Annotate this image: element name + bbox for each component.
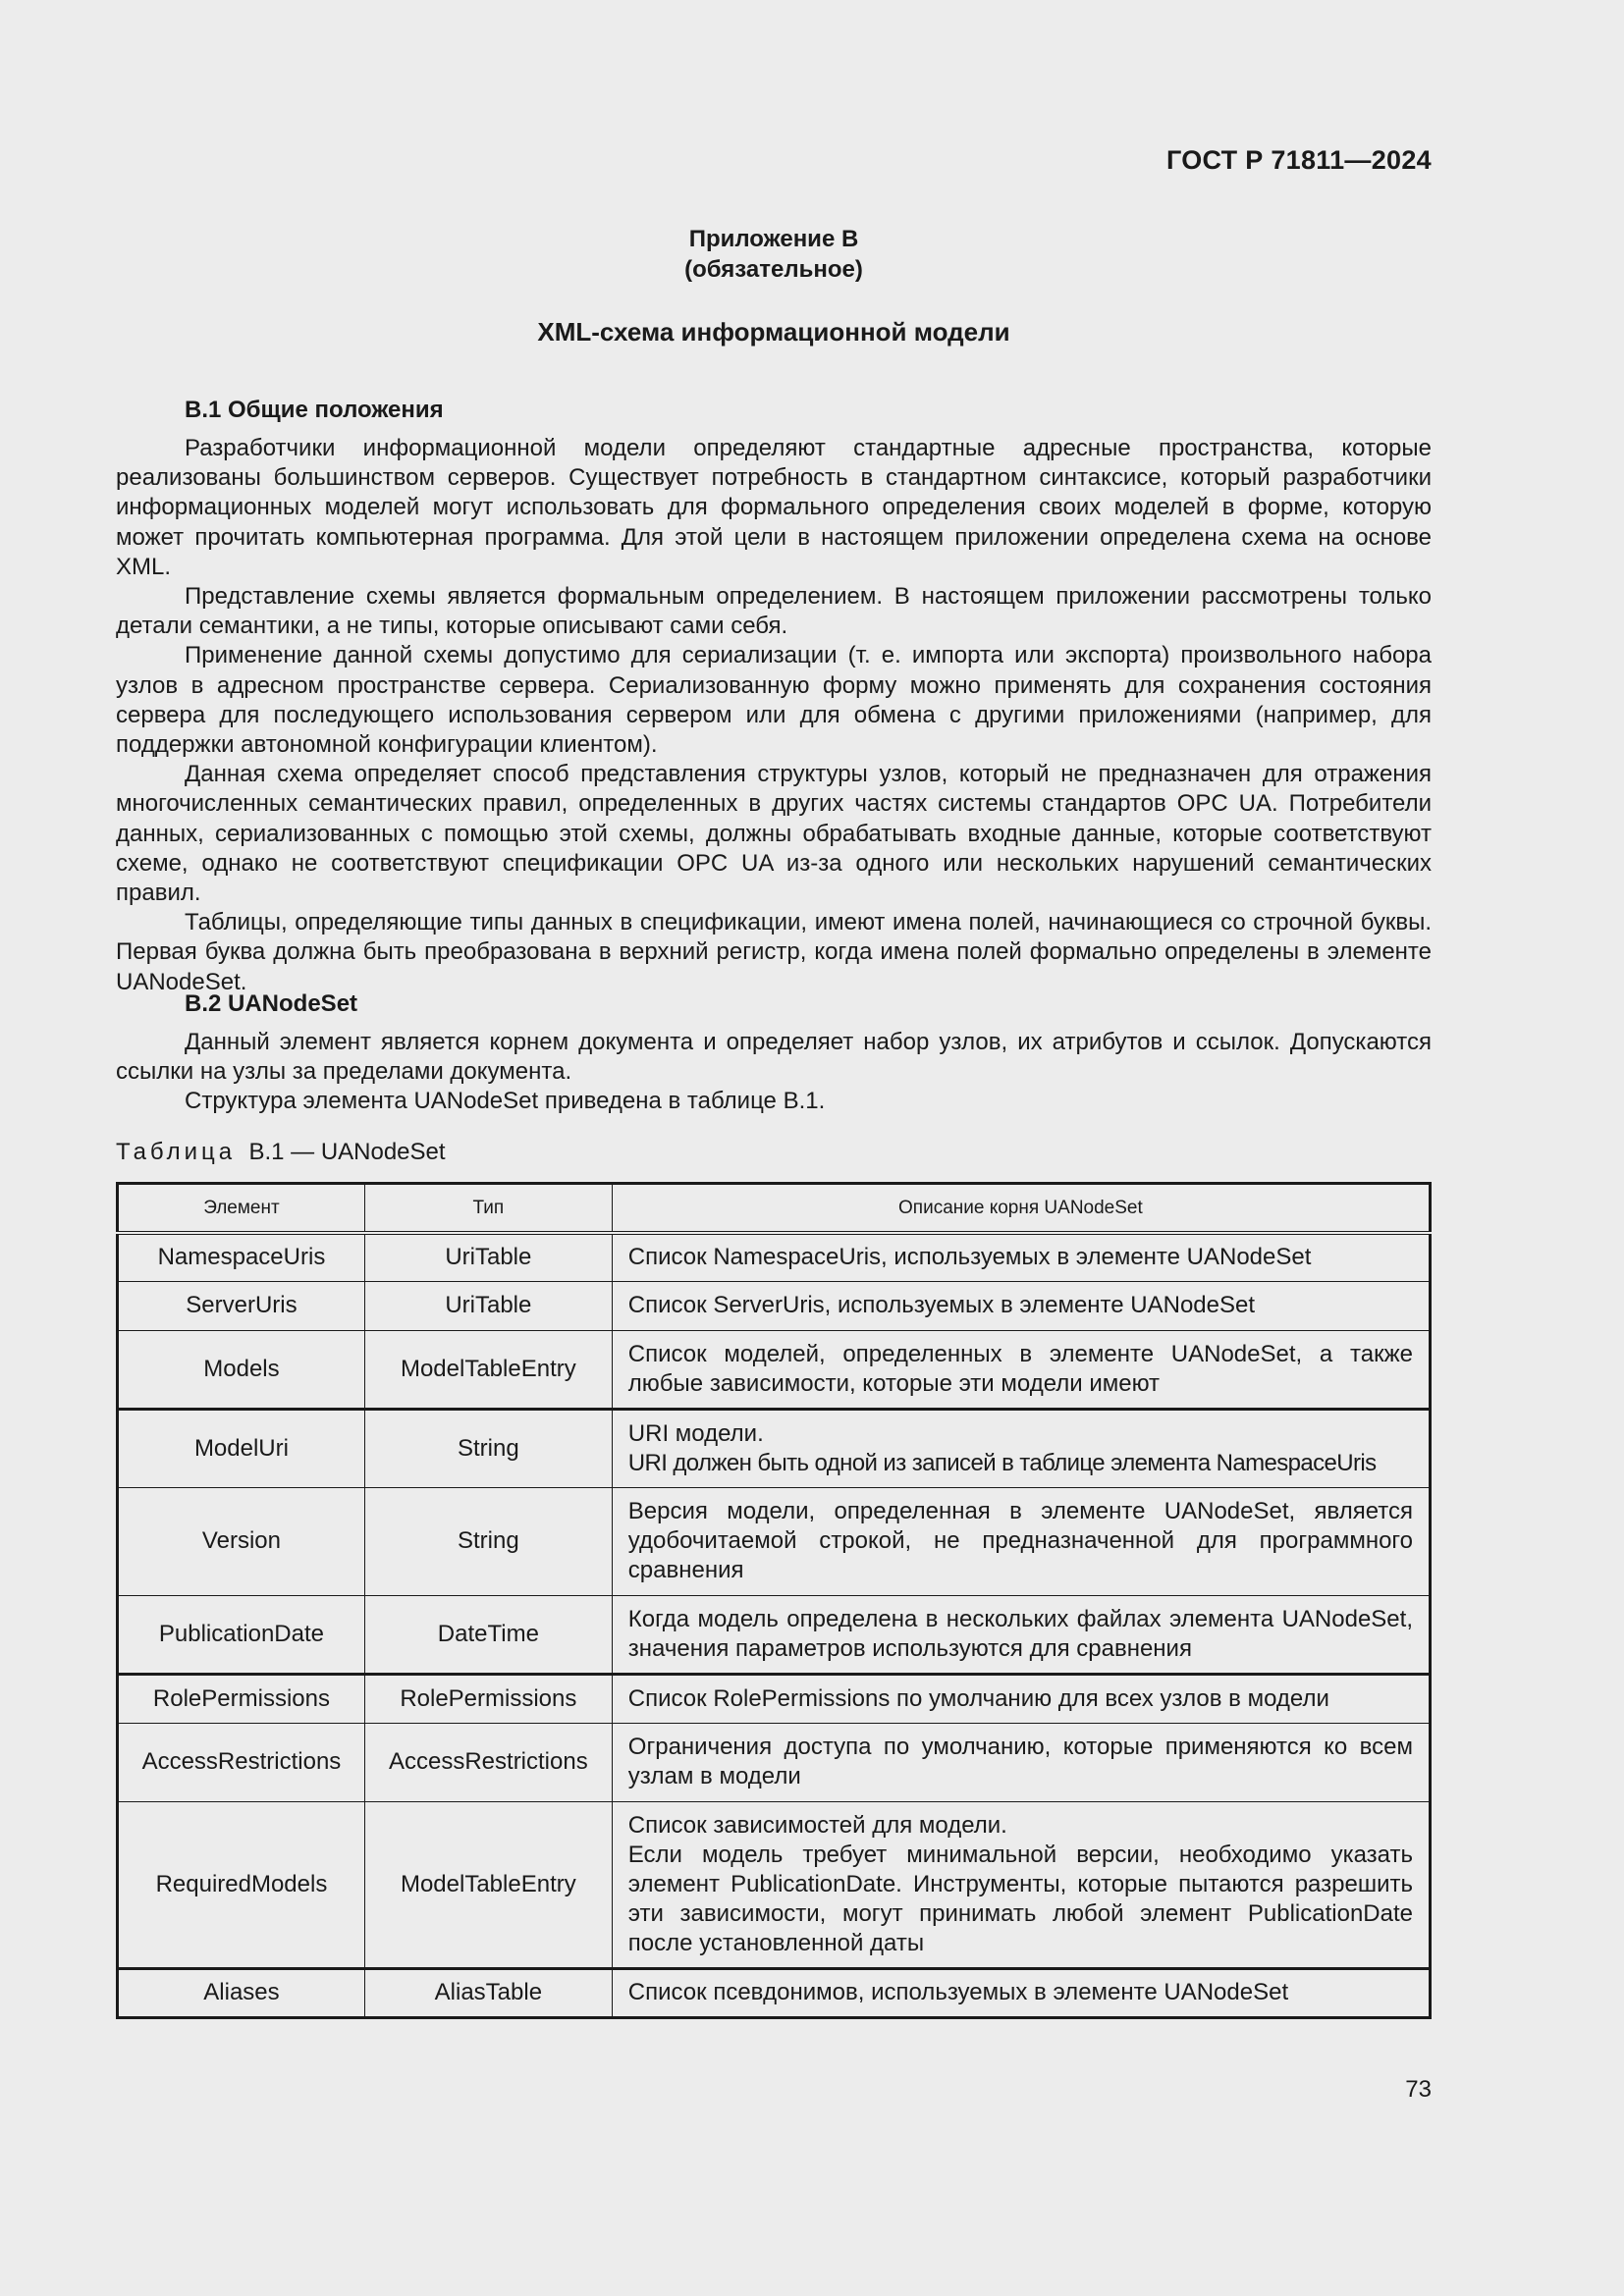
- cell-element: RequiredModels: [118, 1801, 365, 1968]
- cell-element: ServerUris: [118, 1281, 365, 1330]
- table-row: [118, 1723, 1431, 1801]
- section-heading-b2: В.2 UANodeSet: [185, 990, 358, 1017]
- section-b1-body: [116, 434, 1432, 997]
- cell-description: [612, 1330, 1430, 1409]
- cell-text: Ограничения доступа по умолчанию, которые применяются ко всем узлам в модели: [627, 1734, 1413, 1789]
- cell-description: [612, 1233, 1430, 1281]
- cell-text: Когда модель определена в нескольких файлах элемента UANodeSet, значения параметров используются для сравнения: [627, 1605, 1413, 1662]
- appendix-label: Приложение В: [688, 226, 859, 252]
- table-row: [118, 1968, 1431, 2017]
- cell-type: UriTable: [364, 1233, 612, 1281]
- paragraph: Данная схема определяет способ представления структуры узлов, который не предназначен для отражения многочисленных семантических правил, определенных в других частях системы стандартов OPC UA. Потребители данных, сериализованных с помощью этой схемы, должны обрабатывать входные данные, которые соответствуют схеме, однако не соответствуют спецификации OPC UA из-за одного или нескольких нарушений семантических правил.: [116, 761, 1432, 907]
- cell-description: [612, 1487, 1430, 1595]
- cell-type: RolePermissions: [364, 1674, 612, 1723]
- cell-element: PublicationDate: [118, 1595, 365, 1674]
- cell-element: AccessRestrictions: [118, 1723, 365, 1801]
- cell-description: [612, 1674, 1430, 1723]
- cell-description: [612, 1409, 1430, 1487]
- appendix-status: (обязательное): [684, 256, 863, 283]
- table-row: [118, 1281, 1431, 1330]
- cell-type: ModelTableEntry: [364, 1330, 612, 1409]
- table-caption-title: В.1 — UANodeSet: [248, 1139, 446, 1165]
- document-page: [116, 0, 1432, 2296]
- cell-type: AccessRestrictions: [364, 1723, 612, 1801]
- cell-element: RolePermissions: [118, 1674, 365, 1723]
- cell-text: URI модели.: [627, 1419, 764, 1447]
- paragraph: Применение данной схемы допустимо для сериализации (т. е. импорта или экспорта) произвольного набора узлов в адресном пространстве сервера. Сериализованную форму можно применять для сохранения состояния сервера для последующего использования сервером или для обмена с другими приложениями (например, для поддержки автономной конфигурации клиентом).: [116, 642, 1432, 759]
- column-header-type: Тип: [364, 1184, 612, 1234]
- cell-text: Список NamespaceUris, используемых в элементе UANodeSet: [627, 1244, 1312, 1271]
- table-row: [118, 1233, 1431, 1281]
- cell-text: Список моделей, определенных в элементе UANodeSet, а также любые зависимости, которые эти модели имеют: [627, 1340, 1413, 1397]
- cell-type: UriTable: [364, 1281, 612, 1330]
- cell-description: [612, 1801, 1430, 1968]
- cell-element: NamespaceUris: [118, 1233, 365, 1281]
- cell-text: Список псевдонимов, используемых в элементе UANodeSet: [627, 1979, 1289, 2005]
- appendix-title: XML-схема информационной модели: [537, 317, 1010, 347]
- cell-element: Version: [118, 1487, 365, 1595]
- section-heading-b1: В.1 Общие положения: [185, 397, 444, 423]
- cell-text: Если модель требует минимальной версии, необходимо указать элемент PublicationDate. Инструменты, которые пытаются разрешить эти зависимости, могут принимать любой элемент PublicationDate после установленной даты: [627, 1841, 1413, 1956]
- column-header-description: Описание корня UANodeSet: [612, 1184, 1430, 1234]
- cell-type: String: [364, 1487, 612, 1595]
- cell-type: DateTime: [364, 1595, 612, 1674]
- paragraph: Представление схемы является формальным определением. В настоящем приложении рассмотрены только детали семантики, а не типы, которые описывают сами себя.: [116, 583, 1432, 640]
- paragraph: Разработчики информационной модели определяют стандартные адресные пространства, которые реализованы большинством серверов. Существует потребность в стандартном синтаксисе, который разработчики информационных моделей могут использовать для формального определения своих моделей в форме, которую может прочитать компьютерная программа. Для этой цели в настоящем приложении определена схема на основе XML.: [116, 435, 1432, 580]
- page-number: 73: [1405, 2076, 1432, 2103]
- cell-description: [612, 1595, 1430, 1674]
- table-row: [118, 1595, 1431, 1674]
- cell-text: Список зависимостей для модели.: [627, 1811, 1007, 1839]
- standard-code: ГОСТ Р 71811—2024: [1165, 145, 1432, 175]
- uanodeset-table: [116, 1182, 1432, 2019]
- paragraph: Данный элемент является корнем документа и определяет набор узлов, их атрибутов и ссылок. Допускаются ссылки на узлы за пределами документа.: [116, 1029, 1432, 1086]
- table-row: [118, 1409, 1431, 1487]
- cell-description: [612, 1281, 1430, 1330]
- cell-text: Список ServerUris, используемых в элементе UANodeSet: [627, 1292, 1256, 1318]
- cell-description: [612, 1968, 1430, 2017]
- cell-text: Список RolePermissions по умолчанию для всех узлов в модели: [627, 1684, 1329, 1712]
- section-b2-body: [116, 1028, 1432, 1117]
- cell-element: Models: [118, 1330, 365, 1409]
- paragraph: Структура элемента UANodeSet приведена в таблице В.1.: [185, 1088, 826, 1115]
- table-row: [118, 1487, 1431, 1595]
- cell-element: ModelUri: [118, 1409, 365, 1487]
- paragraph: Таблицы, определяющие типы данных в спецификации, имеют имена полей, начинающиеся со строчной буквы. Первая буква должна быть преобразована в верхний регистр, когда имена полей формально определены в элементе UANodeSet.: [116, 909, 1432, 995]
- cell-element: Aliases: [118, 1968, 365, 2017]
- table-row: [118, 1330, 1431, 1409]
- cell-description: [612, 1723, 1430, 1801]
- column-header-element: Элемент: [118, 1184, 365, 1234]
- table-header-row: [118, 1184, 1431, 1234]
- cell-type: AliasTable: [364, 1968, 612, 2017]
- cell-text: Версия модели, определенная в элементе UANodeSet, является удобочитаемой строкой, не предназначенной для программного сравнения: [627, 1498, 1413, 1583]
- table-row: [118, 1674, 1431, 1723]
- table-row: [118, 1801, 1431, 1968]
- table-caption-word: Таблица: [116, 1139, 237, 1165]
- appendix-heading: [116, 224, 1432, 285]
- table-caption: [116, 1139, 446, 1166]
- cell-text: URI должен быть одной из записей в таблице элемента NamespaceUris: [627, 1449, 1377, 1476]
- cell-type: String: [364, 1409, 612, 1487]
- cell-type: ModelTableEntry: [364, 1801, 612, 1968]
